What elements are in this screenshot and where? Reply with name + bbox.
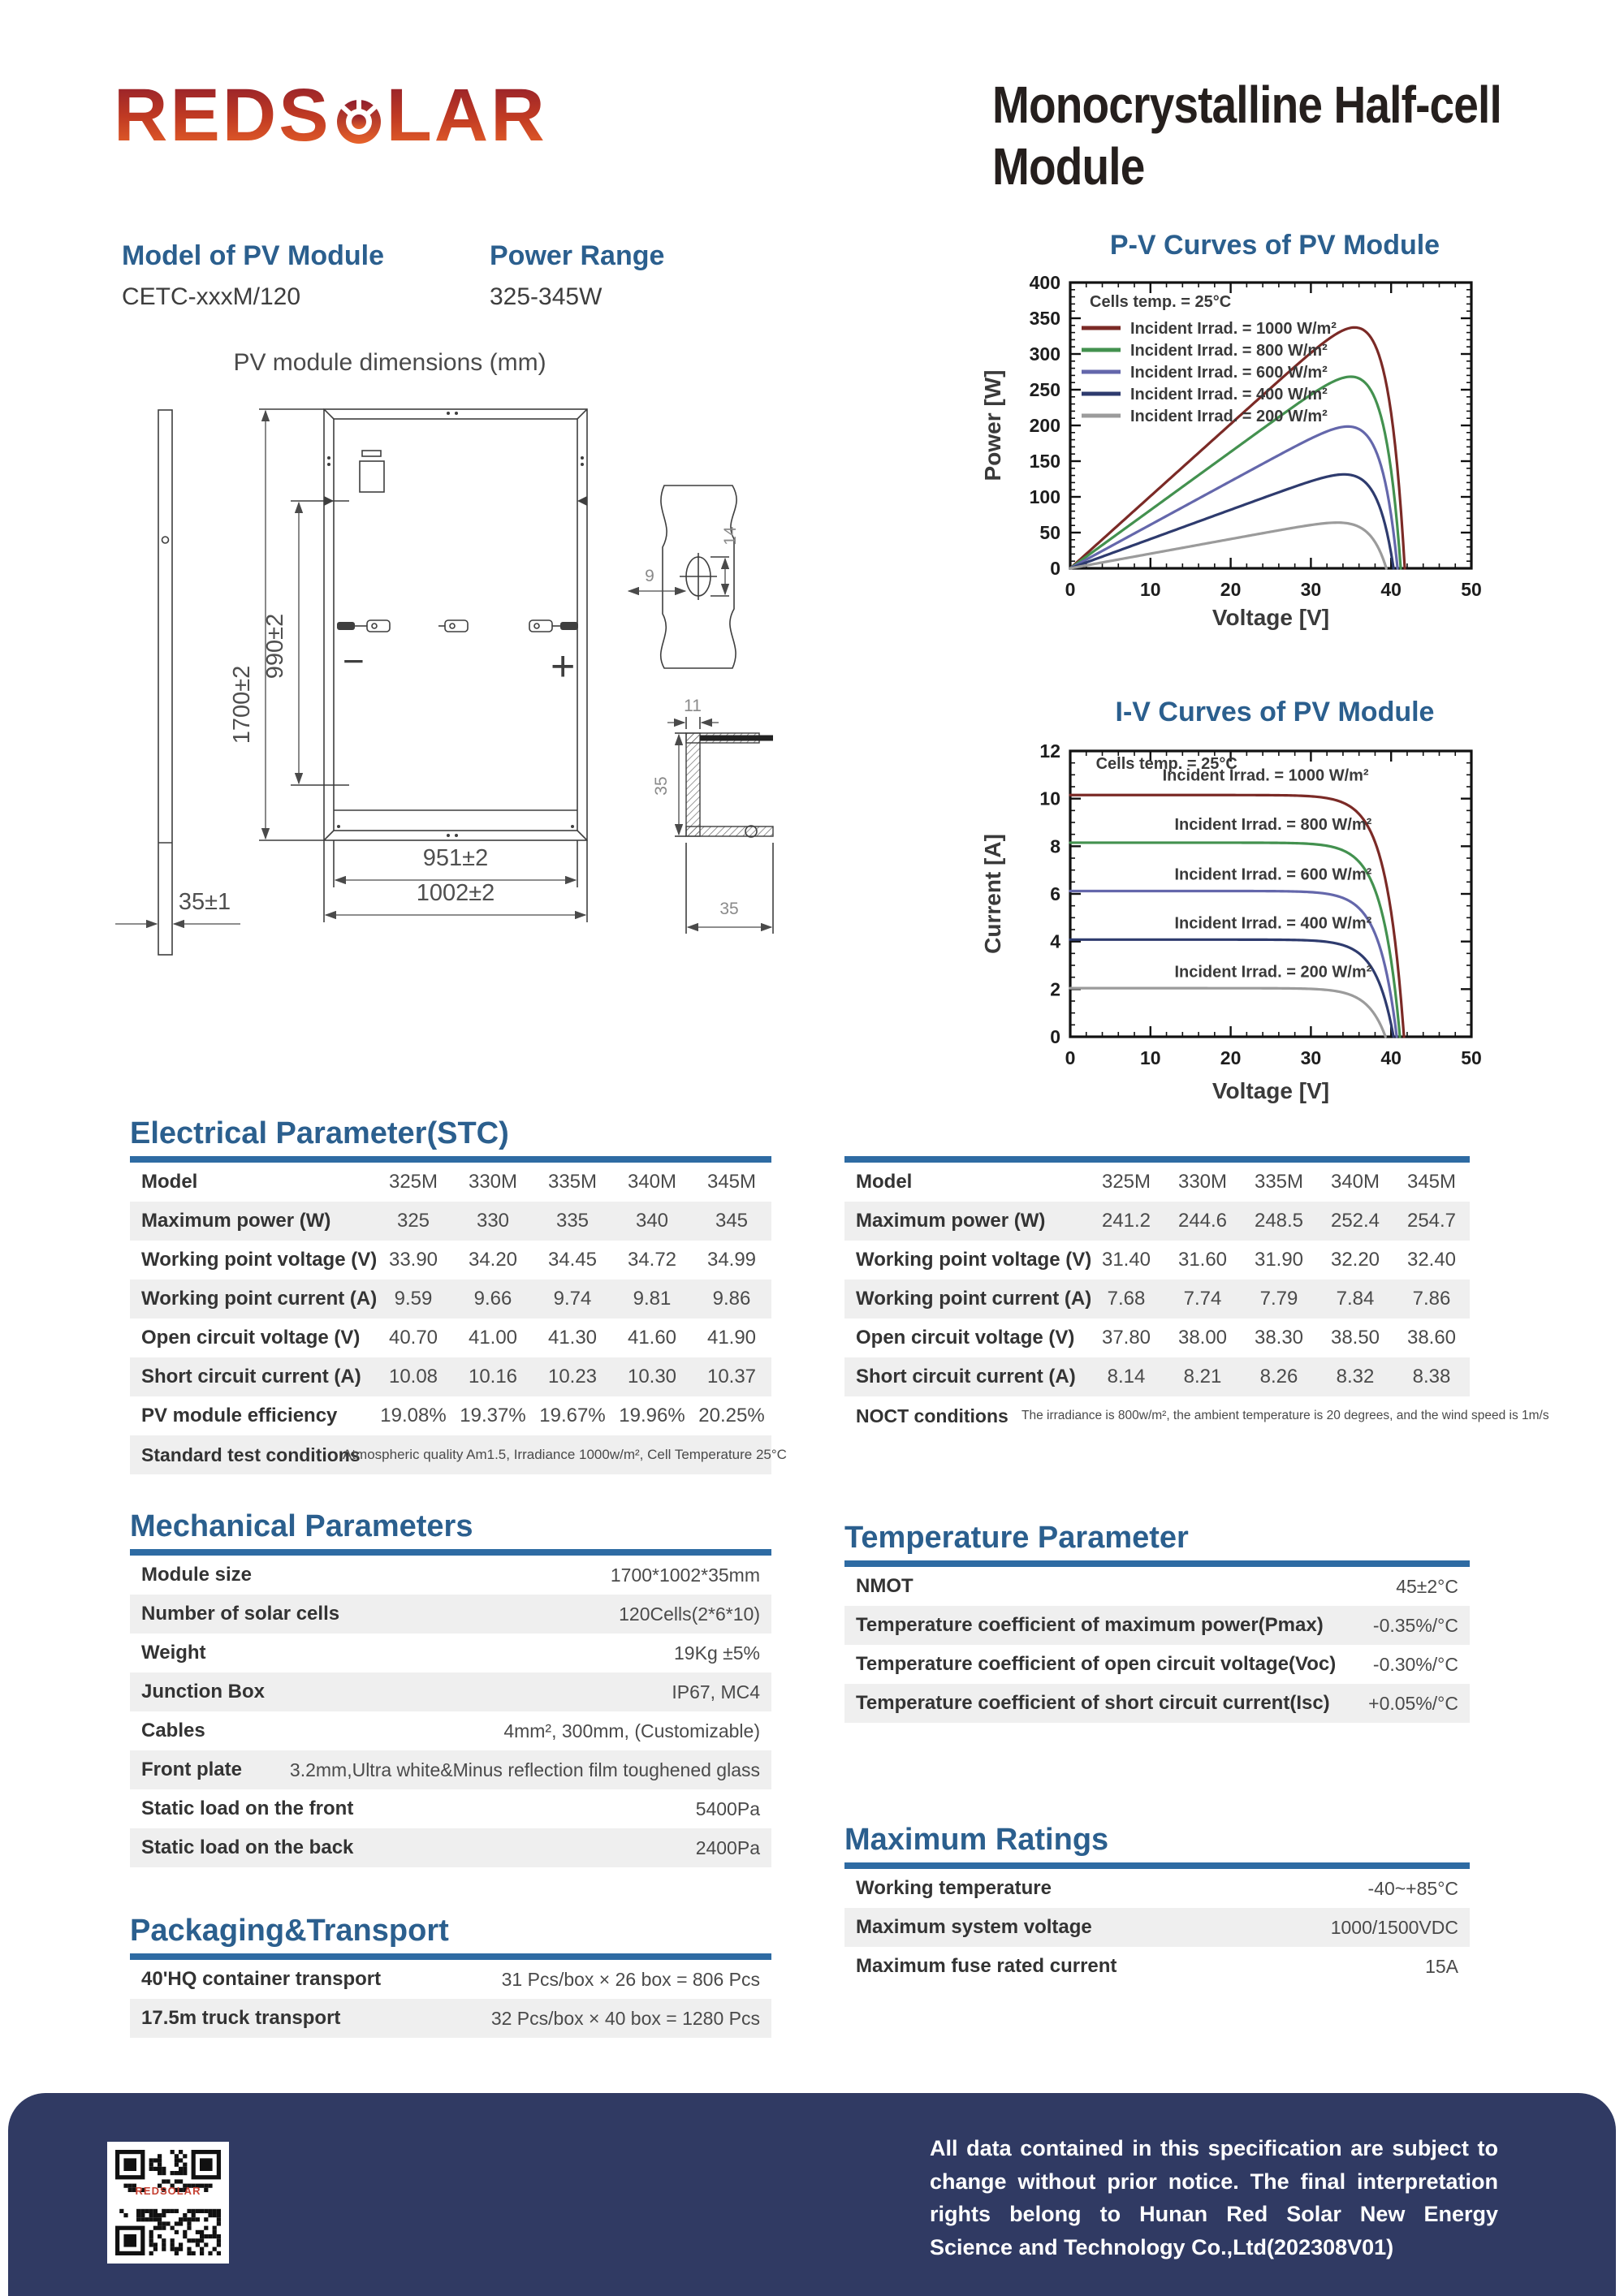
table-cell: 330 xyxy=(476,1210,510,1232)
footer-disclaimer: All data contained in this specification are subject to change without prior notice. The final interpretation rights belong to Hunan Red Solar New Energy Science and Technology Co.,Ltd(202308V01) xyxy=(930,2136,1498,2259)
table-cell: 3.2mm,Ultra white&Minus reflection film toughened glass xyxy=(289,1759,760,1780)
svg-text:350: 350 xyxy=(1029,308,1060,329)
model-label: Model of PV Module xyxy=(122,240,384,271)
svg-text:Incident Irrad. = 600 W/m²: Incident Irrad. = 600 W/m² xyxy=(1174,865,1372,884)
connector-symbols xyxy=(337,620,578,632)
svg-text:0: 0 xyxy=(1050,1026,1060,1047)
table-cell: Short circuit current (A) xyxy=(856,1366,1076,1388)
svg-text:0: 0 xyxy=(1065,1047,1076,1068)
table-cell: 37.80 xyxy=(1101,1327,1151,1349)
dim-frame-top: 11 xyxy=(684,697,702,715)
table-cell: 32.20 xyxy=(1330,1249,1380,1271)
table-cell: 120Cells(2*6*10) xyxy=(619,1603,760,1625)
ratings-table xyxy=(844,1869,1470,1986)
table-cell: 244.6 xyxy=(1177,1210,1228,1232)
company-logo xyxy=(114,74,547,157)
table-cell: 252.4 xyxy=(1330,1210,1380,1232)
svg-text:2: 2 xyxy=(1050,978,1060,1000)
svg-text:Incident Irrad. = 1000 W/m²: Incident Irrad. = 1000 W/m² xyxy=(1162,766,1369,785)
packaging-table xyxy=(130,1960,771,2038)
table-cell: 5400Pa xyxy=(695,1798,760,1819)
table-cell: +0.05%/°C xyxy=(1368,1692,1458,1714)
table-row xyxy=(130,1789,771,1828)
rule-packaging xyxy=(130,1953,771,1960)
stc-table xyxy=(130,1163,787,1474)
svg-text:0: 0 xyxy=(1050,558,1060,579)
table-footer-row xyxy=(130,1435,787,1474)
table-cell: Temperature coefficient of open circuit voltage(Voc) xyxy=(856,1653,1337,1675)
table-cell: 41.60 xyxy=(627,1327,677,1349)
footer-band xyxy=(8,2093,1616,2296)
svg-text:Incident Irrad. = 400 W/m²: Incident Irrad. = 400 W/m² xyxy=(1130,386,1328,404)
side-view xyxy=(115,410,240,955)
svg-text:40: 40 xyxy=(1380,579,1402,600)
svg-text:Voltage [V]: Voltage [V] xyxy=(1212,605,1330,630)
svg-text:200: 200 xyxy=(1029,415,1060,436)
frame-cross-section-detail xyxy=(652,697,773,934)
table-row xyxy=(844,1567,1470,1606)
table-cell: 340 xyxy=(635,1210,669,1232)
model-header-cell: 335M xyxy=(1254,1171,1304,1193)
table-row xyxy=(130,1163,771,1202)
polarity-plus: + xyxy=(551,643,576,690)
table-cell: Cables xyxy=(141,1720,205,1741)
model-value: CETC-xxxM/120 xyxy=(122,283,301,310)
table-row xyxy=(130,1960,771,1999)
svg-text:Current [A]: Current [A] xyxy=(980,834,1005,954)
rule-temperature xyxy=(844,1560,1470,1567)
table-cell: 10.16 xyxy=(468,1366,518,1388)
mechanical-table xyxy=(130,1556,771,1867)
table-cell: 38.50 xyxy=(1330,1327,1380,1349)
table-cell: 10.23 xyxy=(547,1366,598,1388)
model-block xyxy=(122,240,384,311)
svg-text:10: 10 xyxy=(1039,788,1060,809)
svg-text:30: 30 xyxy=(1300,1047,1322,1068)
table-cell: 31.40 xyxy=(1101,1249,1151,1271)
rule-noct xyxy=(844,1156,1470,1163)
table-row xyxy=(844,1645,1470,1684)
table-cell: Static load on the back xyxy=(141,1836,354,1858)
table-row xyxy=(130,1634,771,1672)
module-back-view xyxy=(324,409,587,840)
module-dimension-drawing xyxy=(81,388,853,965)
svg-text:6: 6 xyxy=(1050,883,1060,904)
table-cell: Working point current (A) xyxy=(141,1288,378,1310)
table-cell: PV module efficiency xyxy=(141,1405,338,1426)
table-row xyxy=(130,1396,771,1435)
table-cell: -40~+85°C xyxy=(1367,1877,1458,1899)
svg-text:Power [W]: Power [W] xyxy=(980,369,1005,481)
polarity-minus: − xyxy=(343,640,365,682)
pv-chart-title: P-V Curves of PV Module xyxy=(1109,230,1440,261)
table-row xyxy=(130,1999,771,2038)
table-cell: 10.37 xyxy=(706,1366,757,1388)
model-header-cell: 345M xyxy=(706,1171,757,1193)
logo-text-right: LAR xyxy=(386,74,547,157)
table-row xyxy=(844,1869,1470,1908)
table-cell: The irradiance is 800w/m², the ambient temperature is 20 degrees, and the wind speed is 1m/s xyxy=(1021,1409,1549,1422)
table-cell: 1700*1002*35mm xyxy=(610,1564,760,1586)
svg-text:10: 10 xyxy=(1140,579,1161,600)
table-cell: 7.84 xyxy=(1336,1288,1375,1310)
model-header-cell: 330M xyxy=(1177,1171,1228,1193)
noct-table xyxy=(844,1163,1549,1435)
table-cell: 325 xyxy=(396,1210,430,1232)
table-cell: 8.38 xyxy=(1412,1366,1451,1388)
table-cell: 7.74 xyxy=(1183,1288,1222,1310)
table-cell: 9.59 xyxy=(394,1288,433,1310)
table-cell: Working point current (A) xyxy=(856,1288,1092,1310)
table-cell: 38.00 xyxy=(1177,1327,1228,1349)
table-cell: 9.66 xyxy=(473,1288,512,1310)
table-row xyxy=(130,1357,771,1396)
table-row xyxy=(844,1908,1470,1947)
table-cell: 34.20 xyxy=(468,1249,518,1271)
dim-hole-width: 9 xyxy=(645,567,654,585)
table-row xyxy=(130,1318,771,1357)
table-cell: Maximum system voltage xyxy=(856,1916,1092,1938)
table-cell: 335 xyxy=(555,1210,590,1232)
svg-text:Incident Irrad. = 400 W/m²: Incident Irrad. = 400 W/m² xyxy=(1174,914,1372,933)
table-cell: 19.96% xyxy=(619,1405,685,1426)
table-cell: 8.21 xyxy=(1183,1366,1222,1388)
svg-text:150: 150 xyxy=(1029,451,1060,472)
svg-text:100: 100 xyxy=(1029,486,1060,507)
svg-text:Incident Irrad. = 800 W/m²: Incident Irrad. = 800 W/m² xyxy=(1130,342,1328,360)
table-cell: Short circuit current (A) xyxy=(141,1366,361,1388)
table-cell: 15A xyxy=(1425,1955,1458,1977)
drawing-caption: PV module dimensions (mm) xyxy=(233,349,546,376)
table-cell: 17.5m truck transport xyxy=(141,2007,341,2029)
table-cell: -0.30%/°C xyxy=(1372,1653,1458,1675)
table-cell: 9.86 xyxy=(712,1288,751,1310)
rule-mechanical xyxy=(130,1549,771,1556)
table-cell: 9.81 xyxy=(633,1288,672,1310)
table-cell: 19Kg ±5% xyxy=(674,1642,760,1664)
iv-chart-title: I-V Curves of PV Module xyxy=(1115,697,1435,727)
table-row xyxy=(844,1606,1470,1645)
table-cell: Model xyxy=(856,1171,913,1193)
table-row xyxy=(844,1280,1470,1318)
table-row xyxy=(130,1672,771,1711)
svg-text:400: 400 xyxy=(1029,272,1060,293)
table-cell: Open circuit voltage (V) xyxy=(856,1327,1075,1349)
table-cell: 20.25% xyxy=(698,1405,765,1426)
table-cell: Working point voltage (V) xyxy=(141,1249,378,1271)
rule-ratings xyxy=(844,1862,1470,1869)
svg-text:0: 0 xyxy=(1065,579,1076,600)
power-range-block xyxy=(490,240,664,311)
table-row xyxy=(130,1595,771,1634)
table-cell: 19.67% xyxy=(539,1405,606,1426)
model-header-cell: 340M xyxy=(1330,1171,1380,1193)
table-cell: Atmospheric quality Am1.5, Irradiance 1000w/m², Cell Temperature 25°C xyxy=(343,1447,787,1462)
table-cell: 40.70 xyxy=(388,1327,438,1349)
table-cell: 38.30 xyxy=(1254,1327,1304,1349)
svg-text:20: 20 xyxy=(1220,1047,1242,1068)
table-cell: Weight xyxy=(141,1642,206,1664)
table-cell: Maximum fuse rated current xyxy=(856,1955,1117,1977)
table-cell: 41.30 xyxy=(547,1327,598,1349)
table-cell: 34.45 xyxy=(547,1249,598,1271)
table-row xyxy=(844,1163,1470,1202)
model-header-cell: 340M xyxy=(627,1171,677,1193)
svg-text:Incident Irrad. = 200 W/m²: Incident Irrad. = 200 W/m² xyxy=(1174,963,1372,982)
svg-text:50: 50 xyxy=(1039,522,1060,543)
svg-text:250: 250 xyxy=(1029,379,1060,400)
sun-logo-icon xyxy=(333,94,385,146)
table-cell: Module size xyxy=(141,1564,253,1586)
table-cell: IP67, MC4 xyxy=(672,1681,760,1703)
table-row xyxy=(130,1280,771,1318)
table-cell: 33.90 xyxy=(388,1249,438,1271)
pv-curves-chart xyxy=(966,268,1486,658)
table-cell: 32 Pcs/box × 40 box = 1280 Pcs xyxy=(490,2007,760,2029)
svg-text:Incident Irrad. = 1000 W/m²: Incident Irrad. = 1000 W/m² xyxy=(1130,320,1337,338)
dim-thickness: 35±1 xyxy=(178,889,231,915)
svg-text:300: 300 xyxy=(1029,343,1060,365)
table-cell: 32.40 xyxy=(1406,1249,1457,1271)
table-cell: 248.5 xyxy=(1254,1210,1304,1232)
table-cell: NOCT conditions xyxy=(856,1405,1009,1426)
junction-box-symbol xyxy=(360,461,384,492)
table-cell: 1000/1500VDC xyxy=(1330,1916,1458,1938)
svg-text:40: 40 xyxy=(1380,1047,1402,1068)
table-cell: 38.60 xyxy=(1406,1327,1457,1349)
dim-inner-width: 951±2 xyxy=(422,845,489,871)
table-cell: Temperature coefficient of short circuit current(Isc) xyxy=(856,1692,1330,1714)
table-cell: 8.14 xyxy=(1107,1366,1146,1388)
iv-curves-chart xyxy=(966,735,1486,1141)
table-cell: 19.37% xyxy=(460,1405,526,1426)
table-cell: 10.30 xyxy=(627,1366,677,1388)
temperature-table xyxy=(844,1567,1470,1723)
power-range-value: 325-345W xyxy=(490,283,603,310)
table-cell: 4mm², 300mm, (Customizable) xyxy=(503,1720,760,1741)
model-header-cell: 345M xyxy=(1406,1171,1457,1193)
model-header-cell: 325M xyxy=(388,1171,438,1193)
table-cell: Working point voltage (V) xyxy=(856,1249,1092,1271)
qr-code xyxy=(107,2142,229,2264)
table-row xyxy=(130,1750,771,1789)
table-cell: 9.74 xyxy=(553,1288,592,1310)
table-cell: 7.79 xyxy=(1259,1288,1298,1310)
dim-frame-height: 35 xyxy=(652,776,671,796)
svg-text:12: 12 xyxy=(1039,740,1060,762)
power-range-label: Power Range xyxy=(490,240,665,271)
dim-inner-height: 990±2 xyxy=(262,613,288,680)
table-cell: 7.68 xyxy=(1107,1288,1146,1310)
rule-electrical xyxy=(130,1156,771,1163)
table-cell: 40'HQ container transport xyxy=(141,1968,382,1990)
model-header-cell: 325M xyxy=(1101,1171,1151,1193)
table-cell: 241.2 xyxy=(1101,1210,1151,1232)
table-row xyxy=(130,1711,771,1750)
svg-text:30: 30 xyxy=(1300,579,1322,600)
table-row xyxy=(844,1357,1470,1396)
table-cell: Model xyxy=(141,1171,198,1193)
svg-text:8: 8 xyxy=(1050,835,1060,857)
model-header-cell: 335M xyxy=(547,1171,598,1193)
table-cell: 8.32 xyxy=(1336,1366,1375,1388)
dim-width: 1002±2 xyxy=(416,880,495,906)
table-cell: Open circuit voltage (V) xyxy=(141,1327,361,1349)
table-cell: 254.7 xyxy=(1406,1210,1457,1232)
table-cell: 2400Pa xyxy=(695,1836,760,1858)
table-cell: 31 Pcs/box × 26 box = 806 Pcs xyxy=(501,1968,760,1990)
table-cell: Maximum power (W) xyxy=(141,1210,331,1232)
svg-text:Cells temp. = 25°C: Cells temp. = 25°C xyxy=(1095,755,1237,773)
table-cell: Working temperature xyxy=(856,1877,1052,1899)
table-cell: 45±2°C xyxy=(1396,1575,1458,1597)
mounting-hole-detail xyxy=(628,486,740,668)
table-cell: Front plate xyxy=(141,1759,242,1780)
svg-text:Incident Irrad. = 200 W/m²: Incident Irrad. = 200 W/m² xyxy=(1130,408,1328,425)
svg-text:Incident Irrad. = 600 W/m²: Incident Irrad. = 600 W/m² xyxy=(1130,364,1328,382)
table-cell: 19.08% xyxy=(380,1405,447,1426)
model-header-cell: 330M xyxy=(468,1171,518,1193)
table-cell: 10.08 xyxy=(388,1366,438,1388)
table-row xyxy=(130,1828,771,1867)
dim-height: 1700±2 xyxy=(229,665,255,744)
svg-text:Voltage [V]: Voltage [V] xyxy=(1212,1078,1330,1103)
dim-frame-bottom: 35 xyxy=(719,900,739,918)
table-cell: -0.35%/°C xyxy=(1372,1614,1458,1636)
table-cell: 8.26 xyxy=(1259,1366,1298,1388)
table-cell: Junction Box xyxy=(141,1681,266,1703)
table-row xyxy=(844,1241,1470,1280)
section-title-electrical: Electrical Parameter(STC) xyxy=(130,1116,509,1150)
section-title-mechanical: Mechanical Parameters xyxy=(130,1509,473,1543)
section-title-temperature: Temperature Parameter xyxy=(844,1521,1189,1555)
table-row xyxy=(130,1241,771,1280)
table-cell: Temperature coefficient of maximum power(Pmax) xyxy=(856,1614,1324,1636)
table-row xyxy=(844,1202,1470,1241)
svg-text:50: 50 xyxy=(1461,1047,1482,1068)
table-row xyxy=(130,1556,771,1595)
table-row xyxy=(844,1947,1470,1986)
table-cell: 345 xyxy=(715,1210,749,1232)
page-title: Monocrystalline Half-cell Module xyxy=(992,76,1501,196)
table-cell: Static load on the front xyxy=(141,1798,354,1819)
table-cell: 34.99 xyxy=(706,1249,757,1271)
svg-text:20: 20 xyxy=(1220,579,1242,600)
table-row xyxy=(844,1318,1470,1357)
table-cell: 7.86 xyxy=(1412,1288,1451,1310)
table-cell: 41.00 xyxy=(468,1327,518,1349)
table-cell: Standard test conditions xyxy=(141,1444,361,1465)
table-cell: Maximum power (W) xyxy=(856,1210,1046,1232)
table-cell: 31.60 xyxy=(1177,1249,1228,1271)
table-cell: NMOT xyxy=(856,1575,914,1597)
svg-text:Incident Irrad. = 800 W/m²: Incident Irrad. = 800 W/m² xyxy=(1174,815,1372,834)
table-row xyxy=(130,1202,771,1241)
table-cell: 34.72 xyxy=(627,1249,677,1271)
dim-hole-height: 14 xyxy=(721,526,740,546)
qr-center-label: REDSOLAR xyxy=(135,2185,201,2197)
section-title-packaging: Packaging&Transport xyxy=(130,1914,449,1948)
table-footer-row xyxy=(844,1396,1549,1435)
section-title-ratings: Maximum Ratings xyxy=(844,1823,1109,1857)
table-cell: 41.90 xyxy=(706,1327,757,1349)
table-row xyxy=(844,1684,1470,1723)
dim-inner-height-group xyxy=(262,501,349,785)
logo-text-left: REDS xyxy=(114,74,331,157)
svg-text:50: 50 xyxy=(1461,579,1482,600)
svg-text:4: 4 xyxy=(1050,930,1060,952)
table-cell: Number of solar cells xyxy=(141,1603,340,1625)
svg-text:10: 10 xyxy=(1140,1047,1161,1068)
table-cell: 31.90 xyxy=(1254,1249,1304,1271)
svg-text:Cells temp. = 25°C: Cells temp. = 25°C xyxy=(1090,293,1232,311)
